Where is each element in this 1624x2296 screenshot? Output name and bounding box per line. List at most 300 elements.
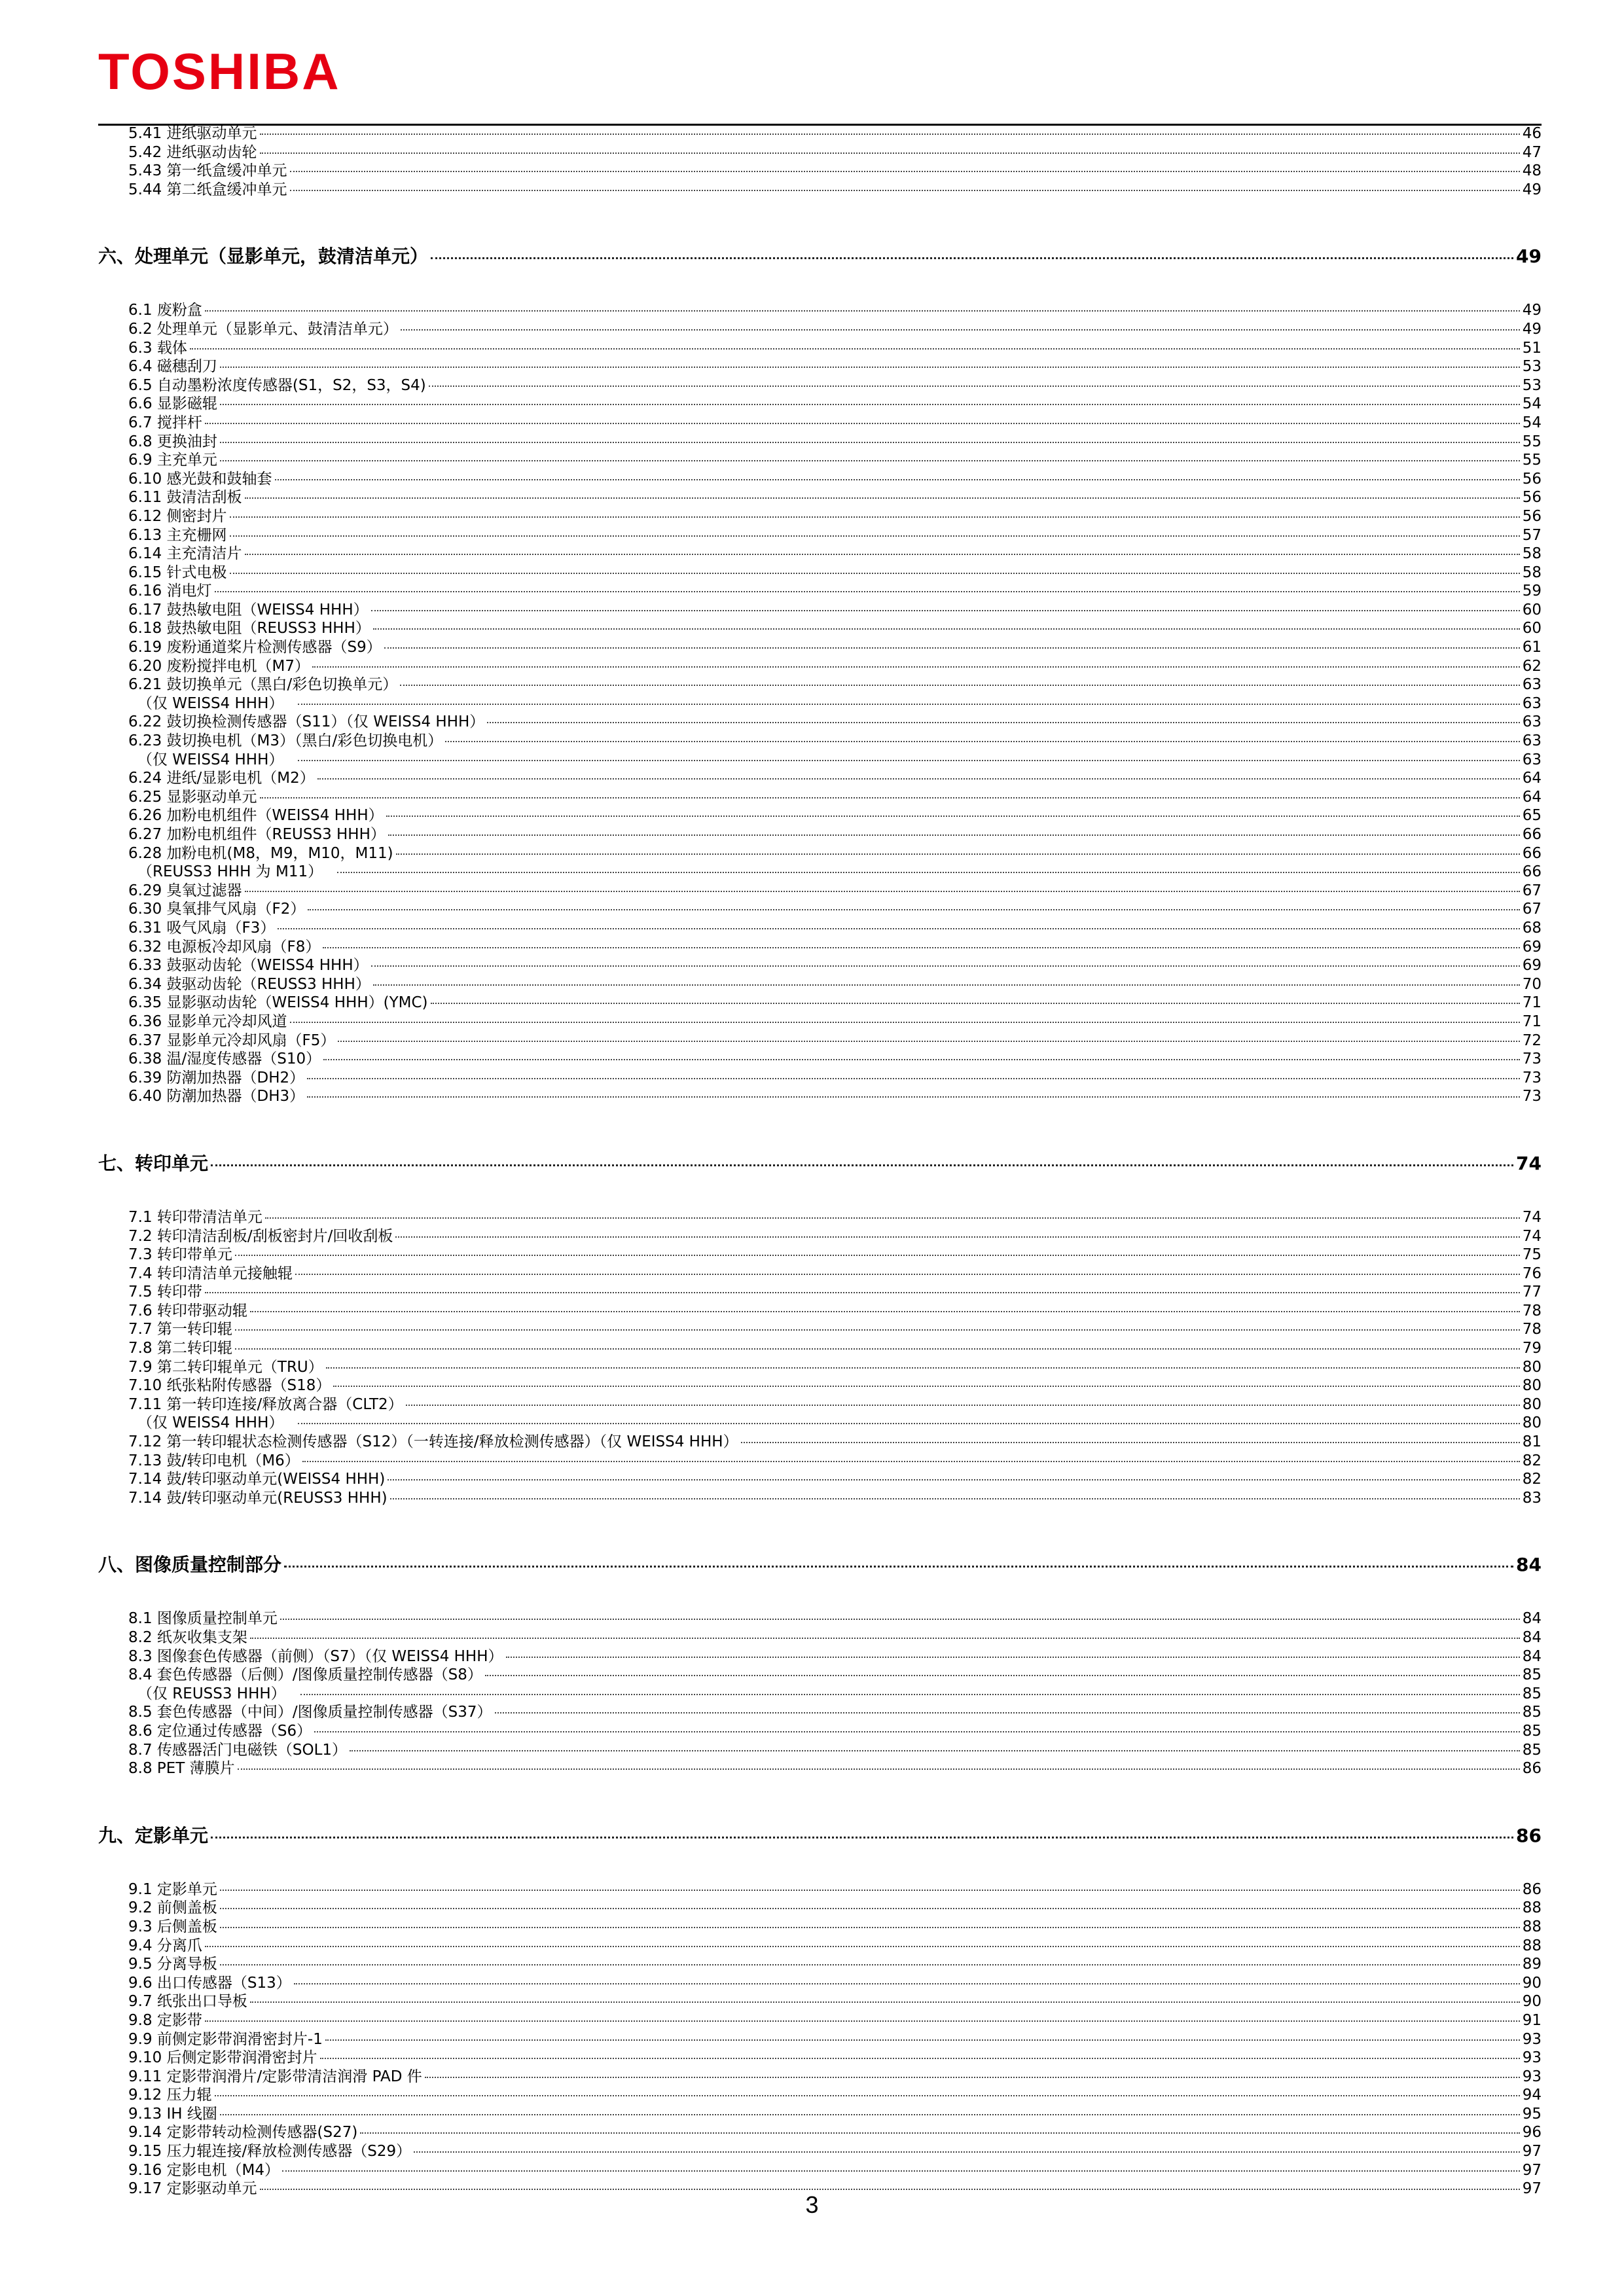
toc-entry[interactable] [98, 1741, 1542, 1760]
dot-leader [290, 1022, 1520, 1023]
toc-entry-label: 9.17 定影驱动单元 [128, 2180, 257, 2198]
dot-leader [220, 442, 1520, 443]
toc-entry-label: 9.16 定影电机（M4） [128, 2161, 280, 2179]
toc-entry-page: 82 [1522, 1452, 1542, 1469]
toc-entry[interactable] [98, 1031, 1542, 1050]
toc-entry-page: 83 [1522, 1489, 1542, 1507]
toc-entry[interactable] [98, 545, 1542, 564]
section-spacer [98, 270, 1542, 301]
toc-entry-label: 6.12 侧密封片 [128, 507, 227, 525]
toc-entry[interactable] [98, 526, 1542, 545]
toc-entry[interactable] [98, 919, 1542, 938]
toc-entry[interactable] [98, 2105, 1542, 2124]
toc-entry-page: 81 [1522, 1433, 1542, 1451]
toc-entry[interactable] [98, 1880, 1542, 1899]
dot-leader [220, 2114, 1520, 2115]
dot-leader [314, 1731, 1520, 1732]
toc-entry[interactable] [98, 1320, 1542, 1339]
toc-entry-label: 6.24 进纸/显影电机（M2） [128, 770, 315, 787]
toc-entry[interactable] [98, 1013, 1542, 1031]
toc-entry-label: （仅 WEISS4 HHH） [137, 1414, 284, 1432]
toc-entry[interactable] [98, 301, 1542, 320]
toc-entry[interactable] [98, 376, 1542, 395]
toc-entry[interactable] [98, 882, 1542, 901]
toc-entry[interactable] [98, 357, 1542, 376]
dot-leader [388, 1479, 1519, 1480]
toc-entry[interactable] [98, 863, 1542, 882]
toc-entry-label: 6.17 鼓热敏电阻（WEISS4 HHH） [128, 601, 369, 619]
toc-entry[interactable] [98, 806, 1542, 825]
section-spacer [98, 199, 1542, 243]
toc-entry[interactable] [98, 1628, 1542, 1647]
toc-entry[interactable] [98, 1918, 1542, 1937]
toc-entry[interactable] [98, 1069, 1542, 1088]
dot-leader [220, 1908, 1520, 1909]
toc-entry-label: 9.2 前侧盖板 [128, 1899, 217, 1917]
toc-entry-label: 6.36 显影单元冷却风道 [128, 1013, 287, 1030]
toc-entry-page: 67 [1522, 882, 1542, 899]
toc-entry[interactable] [98, 1489, 1542, 1508]
dot-leader [275, 479, 1520, 480]
toc-entry-label: 6.10 感光鼓和鼓轴套 [128, 470, 272, 488]
dot-leader [350, 1750, 1520, 1751]
toc-entry-label: 6.11 鼓清洁刮板 [128, 489, 242, 507]
toc-entry-label: 5.42 进纸驱动齿轮 [128, 143, 257, 161]
toc-entry-label: 6.15 针式电极 [128, 564, 227, 581]
dot-leader [190, 348, 1520, 350]
toc-entry[interactable] [98, 1050, 1542, 1069]
toc-entry-page: 57 [1522, 526, 1542, 544]
toc-section-heading[interactable] [98, 1823, 1542, 1849]
dot-leader [205, 310, 1520, 312]
dot-leader [323, 1059, 1520, 1060]
toc-entry-page: 94 [1522, 2087, 1542, 2104]
toc-entry-label: 6.34 鼓驱动齿轮（REUSS3 HHH） [128, 975, 370, 993]
toc-entry[interactable] [98, 1087, 1542, 1106]
dot-leader [396, 853, 1520, 855]
toc-entry-label: 6.6 显影磁辊 [128, 395, 217, 413]
toc-entry-page: 80 [1522, 1358, 1542, 1376]
dot-leader [371, 610, 1520, 611]
toc-entry-label: 6.35 显影驱动齿轮（WEISS4 HHH）(YMC) [128, 994, 428, 1012]
toc-entry-page: 97 [1522, 2180, 1542, 2198]
toc-entry-page: 78 [1522, 1321, 1542, 1338]
toc-entry-page: 58 [1522, 564, 1542, 581]
dot-leader [235, 1329, 1520, 1331]
toc-entry-label: 7.14 鼓/转印驱动单元(WEISS4 HHH) [128, 1471, 386, 1488]
toc-entry-page: 82 [1522, 1471, 1542, 1488]
toc-entry-label: （仅 WEISS4 HHH） [137, 694, 284, 712]
dot-leader [307, 1096, 1520, 1098]
toc-entry-label: 6.14 主充清洁片 [128, 545, 242, 563]
toc-entry-page: 67 [1522, 901, 1542, 918]
toc-entry-label: 6.37 显影单元冷却风扇（F5） [128, 1031, 336, 1049]
toc-entry-label: 9.3 后侧盖板 [128, 1918, 217, 1935]
dot-leader [205, 2020, 1520, 2022]
toc-entry-page: 84 [1522, 1647, 1542, 1665]
toc-entry-label: 9.7 纸张出口导板 [128, 1993, 247, 2011]
toc-entry[interactable] [98, 143, 1542, 162]
section-spacer [98, 1578, 1542, 1609]
toc-entry-page: 63 [1522, 694, 1542, 712]
dot-leader [250, 2001, 1520, 2003]
toc-entry-page: 55 [1522, 433, 1542, 450]
dot-leader [386, 816, 1520, 817]
dot-leader [401, 329, 1520, 331]
toc-entry[interactable] [98, 564, 1542, 583]
toc-entry-page: 49 [1522, 320, 1542, 338]
toc-entry[interactable] [98, 2086, 1542, 2105]
toc-entry-label: 9.9 前侧定影带润滑密封片-1 [128, 2030, 323, 2048]
toc-entry-page: 71 [1522, 994, 1542, 1012]
toc-entry[interactable] [98, 451, 1542, 470]
toc-entry-label: 6.40 防潮加热器（DH3） [128, 1088, 305, 1105]
section-spacer [98, 1106, 1542, 1151]
dot-leader [741, 1442, 1520, 1443]
toc-entry[interactable] [98, 975, 1542, 994]
section-spacer [98, 1507, 1542, 1552]
dot-leader [431, 257, 1513, 259]
dot-leader [235, 1348, 1520, 1350]
toc-entry[interactable] [98, 2142, 1542, 2161]
toc-entry[interactable] [98, 751, 1542, 770]
toc-entry-label: 6.3 载体 [128, 339, 187, 357]
dot-leader [260, 2189, 1520, 2190]
toc-entry[interactable] [98, 1992, 1542, 2011]
dot-leader [414, 2151, 1520, 2153]
toc-entry[interactable] [98, 181, 1542, 200]
toc-entry-page: 86 [1516, 1824, 1542, 1846]
toc-entry-label: 6.23 鼓切换电机（M3）（黑白/彩色切换电机） [128, 732, 443, 750]
toc-entry[interactable] [98, 1433, 1542, 1452]
toc-entry-page: 56 [1522, 489, 1542, 507]
toc-entry[interactable] [98, 124, 1542, 143]
toc-entry[interactable] [98, 162, 1542, 181]
toc-entry[interactable] [98, 956, 1542, 975]
toc-entry-label: 5.44 第二纸盒缓冲单元 [128, 181, 287, 198]
toc-entry[interactable] [98, 1470, 1542, 1489]
toc-entry[interactable] [98, 1395, 1542, 1414]
dot-leader [302, 1461, 1520, 1462]
toc-entry-page: 48 [1522, 162, 1542, 180]
toc-entry-page: 66 [1522, 826, 1542, 843]
toc-entry-page: 74 [1522, 1227, 1542, 1245]
toc-entry[interactable] [98, 1722, 1542, 1741]
toc-entry-label: 6.7 搅拌杆 [128, 414, 202, 431]
toc-entry-page: 56 [1522, 470, 1542, 488]
toc-entry[interactable] [98, 844, 1542, 863]
dot-leader [205, 1946, 1520, 1947]
toc-entry-label: 9.4 分离爪 [128, 1937, 202, 1954]
toc-entry-label: 6.26 加粉电机组件（WEISS4 HHH） [128, 807, 384, 825]
dot-leader [506, 1657, 1520, 1658]
toc-entry-page: 47 [1522, 143, 1542, 161]
toc-entry-page: 88 [1522, 1918, 1542, 1935]
toc-entry-page: 88 [1522, 1937, 1542, 1954]
table-of-contents [98, 124, 1542, 2198]
toc-entry-page: 71 [1522, 1013, 1542, 1030]
toc-entry-label: 9.10 后侧定影带润滑密封片 [128, 2049, 317, 2067]
toc-entry[interactable] [98, 1265, 1542, 1283]
toc-entry-label: 6.16 消电灯 [128, 583, 212, 600]
toc-entry-label: 六、处理单元（显影单元，鼓清洁单元） [98, 245, 429, 268]
toc-entry-label: 6.32 电源板冷却风扇（F8） [128, 938, 321, 956]
toc-entry-label: 8.8 PET 薄膜片 [128, 1760, 235, 1778]
toc-entry-page: 97 [1522, 2143, 1542, 2161]
dot-leader [406, 1405, 1520, 1406]
toc-entry-label: 八、图像质量控制部分 [98, 1554, 282, 1576]
toc-entry-page: 63 [1522, 751, 1542, 768]
toc-entry[interactable] [98, 1358, 1542, 1377]
dot-leader [245, 554, 1520, 555]
dot-leader [308, 909, 1519, 910]
toc-entry-page: 95 [1522, 2105, 1542, 2123]
toc-entry[interactable] [98, 825, 1542, 844]
toc-section-heading[interactable] [98, 1151, 1542, 1177]
toc-entry-label: 7.13 鼓/转印电机（M6） [128, 1452, 300, 1469]
toc-entry[interactable] [98, 601, 1542, 620]
section-spacer [98, 1849, 1542, 1880]
toc-entry[interactable] [98, 1899, 1542, 1918]
toc-entry-page: 65 [1522, 807, 1542, 825]
toc-entry[interactable] [98, 1666, 1542, 1685]
toc-entry-label: 6.29 臭氧过滤器 [128, 882, 242, 899]
toc-entry-label: （REUSS3 HHH 为 M11） [137, 863, 323, 881]
toc-entry[interactable] [98, 433, 1542, 452]
dot-leader [205, 1292, 1520, 1293]
toc-entry[interactable] [98, 619, 1542, 638]
dot-leader [320, 2058, 1520, 2059]
toc-entry-label: 6.20 废粉搅拌电机（M7） [128, 657, 310, 675]
toc-entry-page: 76 [1522, 1265, 1542, 1282]
toc-entry[interactable] [98, 788, 1542, 807]
dot-leader [298, 704, 1519, 705]
toc-entry-label: 6.28 加粉电机(M8，M9，M10，M11) [128, 844, 393, 862]
dot-leader [230, 535, 1520, 537]
dot-leader [290, 171, 1520, 172]
toc-entry[interactable] [98, 713, 1542, 732]
toc-entry[interactable] [98, 2161, 1542, 2180]
toc-entry-label: 6.30 臭氧排气风扇（F2） [128, 901, 306, 918]
toc-entry[interactable] [98, 2011, 1542, 2030]
toc-entry[interactable] [98, 1283, 1542, 1302]
toc-entry-label: 7.4 转印清洁单元接触辊 [128, 1265, 293, 1282]
toc-entry[interactable] [98, 675, 1542, 694]
toc-entry-label: 7.9 第二转印辊单元（TRU） [128, 1358, 323, 1376]
toc-entry-page: 73 [1522, 1069, 1542, 1086]
toc-entry[interactable] [98, 694, 1542, 713]
toc-entry-label: 7.6 转印带驱动辊 [128, 1302, 247, 1319]
toc-entry-page: 85 [1522, 1666, 1542, 1684]
toc-entry-page: 86 [1522, 1880, 1542, 1898]
toc-entry-page: 49 [1522, 181, 1542, 198]
toc-entry[interactable] [98, 657, 1542, 676]
toc-entry[interactable] [98, 1759, 1542, 1778]
toc-entry-page: 73 [1522, 1050, 1542, 1068]
toc-entry[interactable] [98, 320, 1542, 339]
toc-entry-label: 9.11 定影带润滑片/定影带清洁润滑 PAD 件 [128, 2068, 422, 2085]
toc-entry-label: 6.22 鼓切换检测传感器（S11）（仅 WEISS4 HHH） [128, 713, 485, 731]
toc-entry[interactable] [98, 638, 1542, 657]
dot-leader [238, 1768, 1520, 1770]
toc-entry-page: 49 [1522, 302, 1542, 319]
toc-entry-page: 80 [1522, 1377, 1542, 1395]
dot-leader [245, 891, 1520, 892]
toc-entry[interactable] [98, 1974, 1542, 1993]
toc-entry-page: 75 [1522, 1246, 1542, 1264]
dot-leader [235, 1255, 1520, 1256]
toc-entry-label: 7.7 第一转印辊 [128, 1321, 232, 1338]
toc-entry[interactable] [98, 938, 1542, 957]
toc-entry-label: 9.6 出口传感器（S13） [128, 1974, 291, 1992]
toc-entry-page: 59 [1522, 583, 1542, 600]
toc-entry[interactable] [98, 1685, 1542, 1704]
toc-entry-label: 9.8 定影带 [128, 2011, 202, 2029]
toc-entry[interactable] [98, 1302, 1542, 1321]
toc-entry[interactable] [98, 1339, 1542, 1358]
toc-entry-page: 68 [1522, 919, 1542, 937]
toc-entry-label: 6.33 鼓驱动齿轮（WEISS4 HHH） [128, 957, 369, 975]
toc-entry-label: 6.5 自动墨粉浓度传感器(S1，S2，S3，S4) [128, 376, 426, 394]
dot-leader [326, 1367, 1520, 1369]
dot-leader [295, 1274, 1520, 1275]
dot-leader [373, 984, 1520, 986]
toc-entry[interactable] [98, 2049, 1542, 2068]
toc-entry-label: 7.8 第二转印辊 [128, 1340, 232, 1357]
toc-entry[interactable] [98, 1609, 1542, 1628]
toc-entry-page: 93 [1522, 2030, 1542, 2048]
toc-entry-page: 90 [1522, 1993, 1542, 2011]
toc-entry-label: 6.2 处理单元（显影单元、鼓清洁单元） [128, 320, 398, 338]
toc-entry[interactable] [98, 1452, 1542, 1471]
page-number: 3 [805, 2191, 819, 2218]
toc-entry[interactable] [98, 2068, 1542, 2087]
toc-entry-label: 7.5 转印带 [128, 1283, 202, 1301]
toc-entry-page: 63 [1522, 713, 1542, 731]
toc-entry[interactable] [98, 1937, 1542, 1956]
toc-entry-label: 7.3 转印带单元 [128, 1246, 232, 1264]
toc-entry[interactable] [98, 732, 1542, 751]
toc-entry-page: 93 [1522, 2049, 1542, 2067]
toc-entry[interactable] [98, 1246, 1542, 1265]
dot-leader [337, 872, 1520, 873]
toc-entry-label: 7.11 第一转印连接/释放离合器（CLT2） [128, 1395, 403, 1413]
toc-entry[interactable] [98, 1227, 1542, 1246]
toc-entry[interactable] [98, 414, 1542, 433]
toc-entry-page: 62 [1522, 657, 1542, 675]
toc-entry[interactable] [98, 507, 1542, 526]
dot-leader [215, 2095, 1520, 2096]
toc-entry[interactable] [98, 769, 1542, 788]
toc-entry[interactable] [98, 1208, 1542, 1227]
dot-leader [485, 1675, 1520, 1676]
toc-entry-page: 97 [1522, 2161, 1542, 2179]
toc-entry-page: 60 [1522, 620, 1542, 637]
toc-entry[interactable] [98, 2030, 1542, 2049]
toc-entry-page: 49 [1516, 245, 1542, 268]
toc-entry[interactable] [98, 470, 1542, 489]
toc-entry-label: （仅 REUSS3 HHH） [137, 1685, 286, 1702]
toc-entry-label: 8.6 定位通过传感器（S6） [128, 1722, 312, 1740]
toc-entry[interactable] [98, 1703, 1542, 1722]
dot-leader [388, 834, 1520, 836]
dot-leader [282, 2170, 1520, 2172]
dot-leader [230, 573, 1520, 574]
dot-leader [220, 367, 1520, 368]
dot-leader [280, 1619, 1520, 1620]
toc-entry-page: 93 [1522, 2068, 1542, 2085]
toc-entry-page: 46 [1522, 125, 1542, 142]
toc-section-heading[interactable] [98, 1552, 1542, 1578]
toc-entry[interactable] [98, 900, 1542, 919]
toc-entry[interactable] [98, 1414, 1542, 1433]
dot-leader [445, 741, 1519, 742]
dot-leader [317, 778, 1520, 780]
dot-leader [220, 1927, 1520, 1928]
dot-leader [307, 1078, 1520, 1079]
toc-entry[interactable] [98, 1647, 1542, 1666]
toc-entry-page: 79 [1522, 1340, 1542, 1357]
toc-entry-label: 6.19 废粉通道桨片检测传感器（S9） [128, 639, 382, 656]
dot-leader [250, 1311, 1520, 1312]
toc-entry[interactable] [98, 582, 1542, 601]
toc-entry-label: 9.14 定影带转动检测传感器(S27) [128, 2124, 358, 2142]
dot-leader [220, 1964, 1520, 1965]
section-spacer [98, 1177, 1542, 1208]
toc-entry[interactable] [98, 395, 1542, 414]
dot-leader [260, 134, 1520, 135]
toc-entry[interactable] [98, 488, 1542, 507]
toc-entry[interactable] [98, 1376, 1542, 1395]
toc-entry-label: 7.12 第一转印辊状态检测传感器（S12）（一转连接/释放检测传感器）（仅 WEISS4 HHH） [128, 1433, 738, 1451]
toc-entry-page: 85 [1522, 1741, 1542, 1759]
dot-leader [278, 928, 1519, 929]
toc-entry-page: 60 [1522, 601, 1542, 619]
toc-entry-label: 6.39 防潮加热器（DH2） [128, 1069, 305, 1086]
toc-entry-label: 9.15 压力辊连接/释放检测传感器（S29） [128, 2143, 412, 2161]
toc-entry-page: 54 [1522, 414, 1542, 431]
toc-entry-page: 66 [1522, 863, 1542, 881]
toc-entry-label: 5.41 进纸驱动单元 [128, 125, 257, 142]
dot-leader [360, 2132, 1519, 2134]
toc-entry[interactable] [98, 994, 1542, 1013]
dot-leader [265, 1217, 1520, 1219]
toc-entry-label: 7.2 转印清洁刮板/刮板密封片/回收刮板 [128, 1227, 393, 1245]
toc-entry-label: 9.5 分离导板 [128, 1956, 217, 1973]
dot-leader [333, 1386, 1519, 1387]
toc-entry-label: 6.25 显影驱动单元 [128, 788, 257, 806]
toc-entry-label: 6.13 主充栅网 [128, 526, 227, 544]
toc-entry-label: 8.1 图像质量控制单元 [128, 1610, 278, 1628]
toc-entry[interactable] [98, 2123, 1542, 2142]
toc-entry-label: 9.1 定影单元 [128, 1880, 217, 1898]
dot-leader [384, 647, 1520, 649]
toc-entry[interactable] [98, 339, 1542, 358]
toc-entry-label: 8.2 纸灰收集支架 [128, 1629, 247, 1646]
toc-entry-page: 84 [1516, 1554, 1542, 1576]
dot-leader [290, 190, 1520, 191]
toc-entry[interactable] [98, 1955, 1542, 1974]
toc-entry-page: 55 [1522, 452, 1542, 469]
toc-entry-label: 七、转印单元 [98, 1152, 209, 1174]
toc-entry-page: 56 [1522, 507, 1542, 525]
dot-leader [245, 497, 1520, 499]
dot-leader [395, 1236, 1519, 1238]
toc-entry-page: 85 [1522, 1685, 1542, 1702]
toc-entry-page: 54 [1522, 395, 1542, 413]
toc-entry-label: 9.12 压力辊 [128, 2087, 212, 2104]
toc-section-heading[interactable] [98, 243, 1542, 270]
